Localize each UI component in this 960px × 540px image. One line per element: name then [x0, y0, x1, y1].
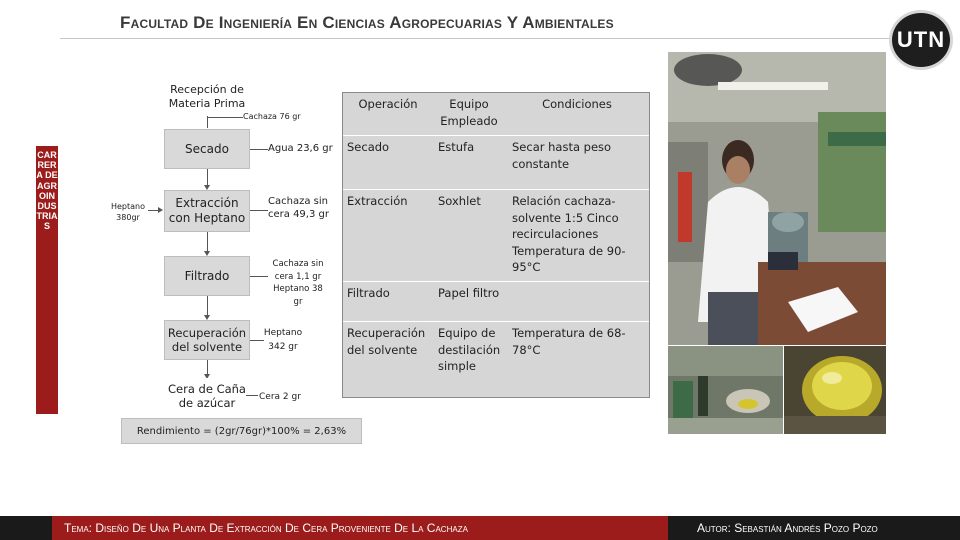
- row-divider: [343, 281, 649, 282]
- step-filtrado: [164, 256, 250, 296]
- arrow-down: [207, 232, 208, 252]
- side-bar-text: CARRERA DE AGROINDUSTRIAS: [36, 150, 58, 232]
- lab-photo-drawing: [784, 346, 886, 434]
- row-divider: [343, 321, 649, 322]
- table-header-operacion: Operación: [358, 97, 418, 111]
- row-divider: [343, 189, 649, 190]
- lab-photo: [668, 346, 783, 434]
- secado-out-line: [250, 149, 268, 150]
- table-cell: Papel filtro: [438, 286, 500, 300]
- table-cell: Soxhlet: [438, 194, 481, 208]
- operations-table: [342, 92, 650, 398]
- arrow-down: [207, 169, 208, 186]
- extraccion-out-label: Cachaza sin cera 49,3 gr: [268, 196, 329, 220]
- table-header-equipo: Equipo Empleado: [440, 97, 498, 128]
- utn-logo: [889, 10, 953, 70]
- filtrado-out-label: Cachaza sin cera 1,1 gr Heptano 38 gr: [272, 259, 324, 307]
- step-extraccion: [164, 190, 250, 232]
- arrow-down: [207, 360, 208, 375]
- table-cell: Equipo de destilación simple: [438, 326, 501, 373]
- yield-box: [121, 418, 362, 444]
- side-bar: [36, 146, 58, 414]
- filtrado-out-line: [250, 276, 268, 277]
- table-cell: Relación cachaza-solvente 1:5 Cinco recirculaciones Temperatura de 90-95°C: [512, 194, 626, 274]
- step-label: Extracción con Heptano: [168, 196, 246, 225]
- step-cera: [164, 378, 250, 414]
- heptano-in-line: [148, 210, 159, 211]
- table-cell: Temperatura de 68-78°C: [512, 326, 626, 357]
- logo-text: UTN: [896, 27, 946, 52]
- page-title: Facultad De Ingeniería En Ciencias Agropecuarias Y Ambientales: [120, 13, 614, 32]
- secado-out-label: Agua 23,6 gr: [268, 143, 333, 154]
- cachaza-in-line: [207, 117, 243, 118]
- extraccion-out-line: [250, 210, 268, 211]
- step-label: Secado: [185, 141, 229, 156]
- step-label: Recuperación del solvente: [167, 326, 247, 354]
- recuperacion-out-label: Heptano 342 gr: [263, 328, 303, 352]
- footer-theme: Tema: Diseño De Una Planta De Extracción De Cera Proveniente De La Cachaza: [64, 521, 468, 535]
- table-cell: Secado: [347, 140, 390, 154]
- header-divider: [60, 38, 900, 39]
- lab-photo: [784, 346, 886, 434]
- cachaza-in-label: Cachaza 76 gr: [243, 112, 301, 121]
- step-secado: [164, 129, 250, 169]
- table-cell: Secar hasta peso constante: [512, 140, 612, 171]
- table-header-condiciones: Condiciones: [542, 97, 612, 111]
- recuperacion-out-line: [250, 340, 264, 341]
- lab-photo-drawing: [668, 346, 783, 434]
- footer-author: Autor: Sebastián Andrés Pozo Pozo: [697, 521, 878, 535]
- table-cell: Recuperación del solvente: [347, 326, 426, 357]
- step-label: Filtrado: [184, 268, 230, 283]
- table-cell: Estufa: [438, 140, 475, 154]
- yield-text: Rendimiento = (2gr/76gr)*100% = 2,63%: [136, 425, 347, 437]
- step-label: Cera de Caña de azúcar: [168, 382, 246, 410]
- lab-photo-drawing: [668, 52, 886, 345]
- heptano-in-label: Heptano 380gr: [110, 202, 146, 222]
- table-cell: Extracción: [347, 194, 408, 208]
- cera-out-label: Cera 2 gr: [259, 392, 301, 402]
- arrow-down: [207, 296, 208, 316]
- table-cell: Filtrado: [347, 286, 390, 300]
- reception-label: Recepción de Materia Prima: [168, 83, 246, 110]
- lab-photo: [668, 52, 886, 345]
- cera-out-line: [246, 395, 258, 396]
- row-divider: [343, 135, 649, 136]
- step-recuperacion: [164, 320, 250, 360]
